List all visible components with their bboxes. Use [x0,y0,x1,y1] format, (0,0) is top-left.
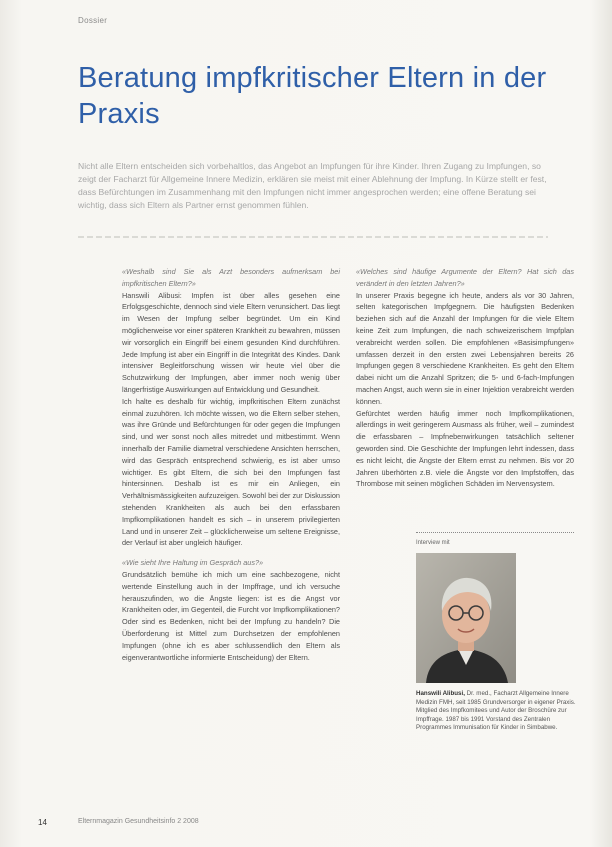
lead-divider [78,236,548,238]
paragraph-spacer [122,549,340,557]
portrait-image [416,553,516,683]
interviewee-name: Hanswili Alibusi, [416,690,465,697]
publication-line: Elternmagazin Gesundheitsinfo 2 2008 [78,818,199,825]
section-label: Dossier [78,16,108,25]
question-heading: «Welches sind häufige Argumente der Eltern? Hat sich das verändert in den letzten Jahren?» [356,267,574,288]
answer-paragraph: In unserer Praxis begegne ich heute, anders als vor 30 Jahren, selten kategorischen Impfgegnern. Die häufigsten Bedenken beziehen sich auf die Anzahl der Impfungen für die viele Eltern keine Zeit zum Impfungen, die nach schweizerischem Impfplan verabreicht werden sollen. Die empfohlenen «Basisimpfungen» umfassen derzeit in den ersten zwei Lebensjahren bereits 26 Impfungen gegen 8 verschiedene Krankheiten. Es geht den Eltern dabei nicht um die Anzahl Spritzen; die 5- und 6-fach-Impfungen machen Angst, auch wenn sie in einer Injektion verabreicht werden können. [356,290,574,406]
article-column-right [356,266,574,490]
page-number: 14 [38,818,47,827]
interview-divider [416,532,574,534]
answer-paragraph: Gefürchtet werden häufig immer noch Impfkomplikationen, allerdings in weit geringerem Ausmass als früher, weil – zumindest die erfassbaren – Impfnebenwirkungen tatsächlich seltener geworden sind. Die Geschichte der Impfungen lehrt indessen, dass es nicht leicht, die Ängste der Eltern ernst zu nehmen. Bis vor 20 Jahren überhörten z.B. viele die Ängste vor den Impfstoffen, das Thrombose mit seinen möglichen Schäden im Nervensystem. [356,408,574,489]
answer-paragraph: Grundsätzlich bemühe ich mich um eine sachbezogene, nicht wertende Einstellung auch in der Impffrage, und ich versuche herauszufinden, wo die Ängste liegen: ist es die Angst vor Krankheiten oder, im Gegenteil, die Furcht vor Impfkomplikationen? Oder sind es Bedenken, nicht bei der Impfung zu handeln? Die Überforderung ist Mittel zum Durchsetzen der empfohlenen Impfungen (ohne ich es aber schlussendlich den Eltern als eigenverantwortliche informierte Entscheidung) der Eltern. [122,569,340,662]
question-heading: «Weshalb sind Sie als Arzt besonders aufmerksam bei impfkritischen Eltern?» [122,267,340,288]
question-heading: «Wie sieht Ihre Haltung im Gespräch aus?» [122,558,264,568]
interviewee-bio [416,690,576,733]
answer-paragraph: Ich halte es deshalb für wichtig, impfkritischen Eltern zunächst einmal zuzuhören. Ich möchte wissen, wo die Eltern selber stehen, was ihre Gründe und Befürchtungen für oder gegen die Impfungen sind, und wer sonst noch alles mitredet und mitbestimmt. Wenn innerhalb der Familie diametral verschiedene Ansichten herrschen, wird das Gespräch entsprechend schwierig, es ist aber umso wichtiger. Es gibt Eltern, die sich bei den Impfungen fast hintersinnen. Deshalb ist es mir ein Anliegen, ein Verhältnismässigkeiten aufzuzeigen. Sowohl bei der zur Diskussion stehenden Krankheiten als auch bei den erfassbaren Impfkomplikationen handelt es sich – in unserem privilegierten Land und in unserer Zeit – glücklicherweise um seltene Ereignisse, der Verlauf ist aber ungleich häufiger. [122,396,340,548]
interviewee-portrait [416,553,516,683]
article-column-left [122,266,340,663]
article-lead: Nicht alle Eltern entscheiden sich vorbehaltlos, das Angebot an Impfungen für ihre Kinder. Ihren Zugang zu Impfungen, so zeigt der Facharzt für Allgemeine Innere Medizin, erklären sie meist mit einer Ablehnung der Impfung. In Kürze stellt er fest, dass Befürchtungen im Zusammenhang mit den Impfungen nicht immer angesprochen werden; eine offene Beratung sei wichtig, dass sich Eltern als Partner ernst genommen fühlen. [78,161,547,210]
interview-label: Interview mit [416,540,450,546]
article-title: Beratung impfkritischer Eltern in der Praxis [78,62,547,130]
interviewee-description: Dr. med., Facharzt Allgemeine Innere Medizin FMH, seit 1985 Grundversorger in eigener Praxis. Mitglied des Impfkomitees und Autor der Broschüre zur Impffrage. 1987 bis 1991 Vorstand des Zentralen Programmes Immunisation für Kinder in Simbabwe. [416,690,576,732]
answer-paragraph: Hanswili Alibusi: Impfen ist über alles gesehen eine Erfolgsgeschichte, dennoch sind viele Eltern verunsichert. Das liegt im Wesen der Impfung selber begründet. Um ein Kind möglicherweise vor einer späteren Krankheit zu bewahren, müssen wir vorsorglich ein Eingriff bei einem gesunden Kind durchführen. Jede Impfung ist aber ein Eingriff in die Integrität des Kindes. Dank intensiver Begleitforschung wissen wir heute viel über die Schutzwirkung der Impfungen, aber immer noch wenig über längerfristige Auswirkungen auf Entwicklung und Gesundheit. [122,290,340,394]
